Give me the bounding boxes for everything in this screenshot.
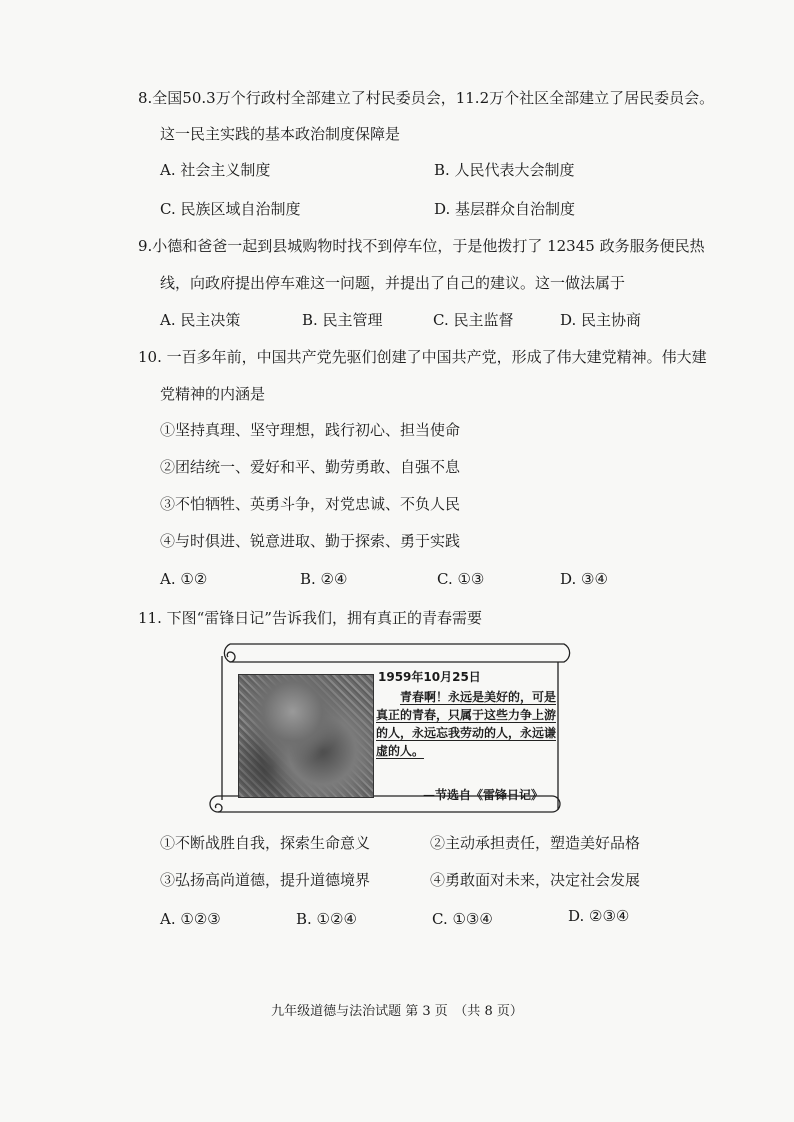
q9-option-a: A. 民主决策 xyxy=(160,311,241,329)
q11-item-1: ①不断战胜自我，探索生命意义 xyxy=(160,834,371,852)
q8-option-d: D. 基层群众自治制度 xyxy=(434,200,576,218)
q9-stem-line2: 线，向政府提出停车难这一问题，并提出了自己的建议。这一做法属于 xyxy=(160,274,626,292)
q9-stem-line1: 9.小德和爸爸一起到县城购物时找不到停车位，于是他拨打了 12345 政务服务便民热 xyxy=(138,237,705,255)
q10-item-4: ④与时俱进、锐意进取、勤于探索、勇于实践 xyxy=(160,532,461,550)
q10-item-1: ①坚持真理、坚守理想，践行初心、担当使命 xyxy=(160,421,461,439)
q11-item-3: ③弘扬高尚道德，提升道德境界 xyxy=(160,871,371,889)
q10-stem-line2: 党精神的内涵是 xyxy=(160,385,266,403)
q11-option-a: A. ①②③ xyxy=(160,910,221,928)
q11-item-4: ④勇敢面对未来，决定社会发展 xyxy=(430,871,641,889)
q8-stem-line1: 8.全国50.3万个行政村全部建立了村民委员会，11.2万个社区全部建立了居民委员会。 xyxy=(138,89,715,107)
diary-text xyxy=(376,688,556,760)
q8-stem-line2: 这一民主实践的基本政治制度保障是 xyxy=(160,125,401,143)
lei-feng-photo xyxy=(238,674,374,798)
q11-option-b: B. ①②④ xyxy=(296,910,357,928)
q11-stem: 11. 下图“雷锋日记”告诉我们，拥有真正的青春需要 xyxy=(138,609,482,627)
q11-option-c: C. ①③④ xyxy=(432,910,493,928)
q10-item-3: ③不怕牺牲、英勇斗争，对党忠诚、不负人民 xyxy=(160,495,461,513)
q8-option-c: C. 民族区域自治制度 xyxy=(160,200,301,218)
q8-option-b: B. 人民代表大会制度 xyxy=(434,161,575,179)
diary-source: —节选自《雷锋日记》 xyxy=(423,788,544,802)
q10-option-a: A. ①② xyxy=(160,570,208,588)
q10-stem-line1: 10. 一百多年前，中国共产党先驱们创建了中国共产党，形成了伟大建党精神。伟大建 xyxy=(138,348,707,366)
q10-item-2: ②团结统一、爱好和平、勤劳勇敢、自强不息 xyxy=(160,458,461,476)
diary-text-content: 青春啊！永远是美好的，可是真正的青春，只属于这些力争上游的人，永远忘我劳动的人，永远谦虚的人。 xyxy=(376,690,557,758)
lei-feng-diary-figure xyxy=(208,640,573,818)
q10-option-d: D. ③④ xyxy=(560,570,608,588)
diary-date: 1959年10月25日 xyxy=(378,670,481,684)
page-footer: 九年级道德与法治试题 第 3 页 （共 8 页） xyxy=(271,1004,523,1019)
q9-option-d: D. 民主协商 xyxy=(560,311,642,329)
q9-option-c: C. 民主监督 xyxy=(433,311,514,329)
q11-item-2: ②主动承担责任，塑造美好品格 xyxy=(430,834,641,852)
q10-option-b: B. ②④ xyxy=(300,570,348,588)
q9-option-b: B. 民主管理 xyxy=(302,311,383,329)
q8-option-a: A. 社会主义制度 xyxy=(160,161,271,179)
q11-option-d: D. ②③④ xyxy=(568,907,630,925)
q10-option-c: C. ①③ xyxy=(437,570,485,588)
